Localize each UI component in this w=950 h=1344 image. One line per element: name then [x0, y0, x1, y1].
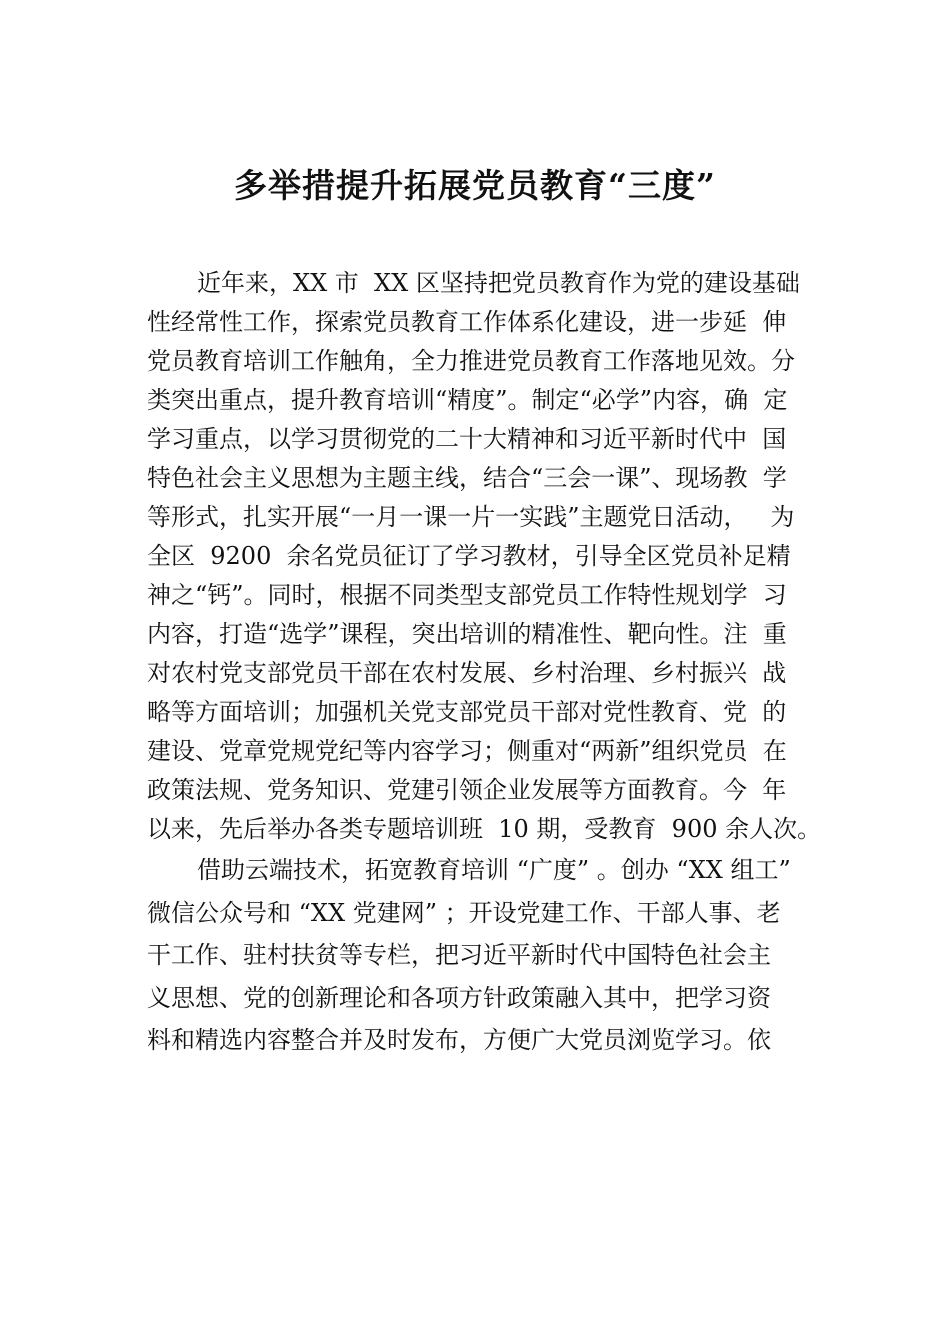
document-body [147, 264, 837, 1062]
paragraph-1-line: 特色社会主义思想为主题主线，结合“三会一课”、现场教 学 [147, 464, 787, 492]
paragraph-2-line: 微信公众号和 “XX 党建网” ；开设党建工作、干部人事、老 [147, 898, 781, 927]
paragraph-1-line: 政策法规、党务知识、党建引领企业发展等方面教育。今 年 [147, 776, 787, 804]
paragraph-1-line: 类突出重点，提升教育培训“精度”。制定“必学”内容，确 定 [147, 386, 788, 414]
paragraph-2-line: 干工作、驻村扶贫等专栏，把习近平新时代中国特色社会主 [147, 941, 771, 969]
paragraph-1-line: 神之“钙”。同时，根据不同类型支部党员工作特性规划学 习 [147, 581, 787, 609]
paragraph-1-line: 对农村党支部党员干部在农村发展、乡村治理、乡村振兴 战 [147, 659, 787, 687]
paragraph-1-line: 等形式，扎实开展“一月一课一片一实践”主题党日活动， 为 [147, 503, 795, 531]
paragraph-2-line: 料和精选内容整合并及时发布，方便广大党员浏览学习。依 [147, 1026, 771, 1054]
document-title: 多举措提升拓展党员教育“三度” [234, 166, 716, 205]
paragraph-2-line: 义思想、党的创新理论和各项方针政策融入其中，把学习资 [147, 983, 771, 1012]
paragraph-1-line: 建设、党章党规党纪等内容学习；侧重对“两新”组织党员 在 [147, 737, 787, 765]
paragraph-1-line: 学习重点，以学习贯彻党的二十大精神和习近平新时代中 国 [147, 425, 787, 453]
paragraph-2-line: 借助云端技术，拓宽教育培训 “广度” 。创办 “XX 组工” [197, 856, 791, 884]
paragraph-1-line: 略等方面培训；加强机关党支部党员干部对党性教育、党 的 [147, 698, 787, 726]
paragraph-1-line: 近年来，XX 市 XX 区坚持把党员教育作为党的建设基础 [197, 269, 800, 297]
paragraph-1-line: 全区 9200 余名党员征订了学习教材，引导全区党员补足精 [147, 542, 791, 570]
paragraph-1-line: 党员教育培训工作触角，全力推进党员教育工作落地见效。分 [147, 347, 795, 375]
paragraph-1-line: 以来，先后举办各类专题培训班 10 期，受教育 900 余人次。 [147, 815, 822, 843]
paragraph-1-line: 内容，打造“选学”课程，突出培训的精准性、靶向性。注 重 [147, 620, 787, 648]
paragraph-1-line: 性经常性工作，探索党员教育工作体系化建设，进一步延 伸 [147, 308, 787, 336]
